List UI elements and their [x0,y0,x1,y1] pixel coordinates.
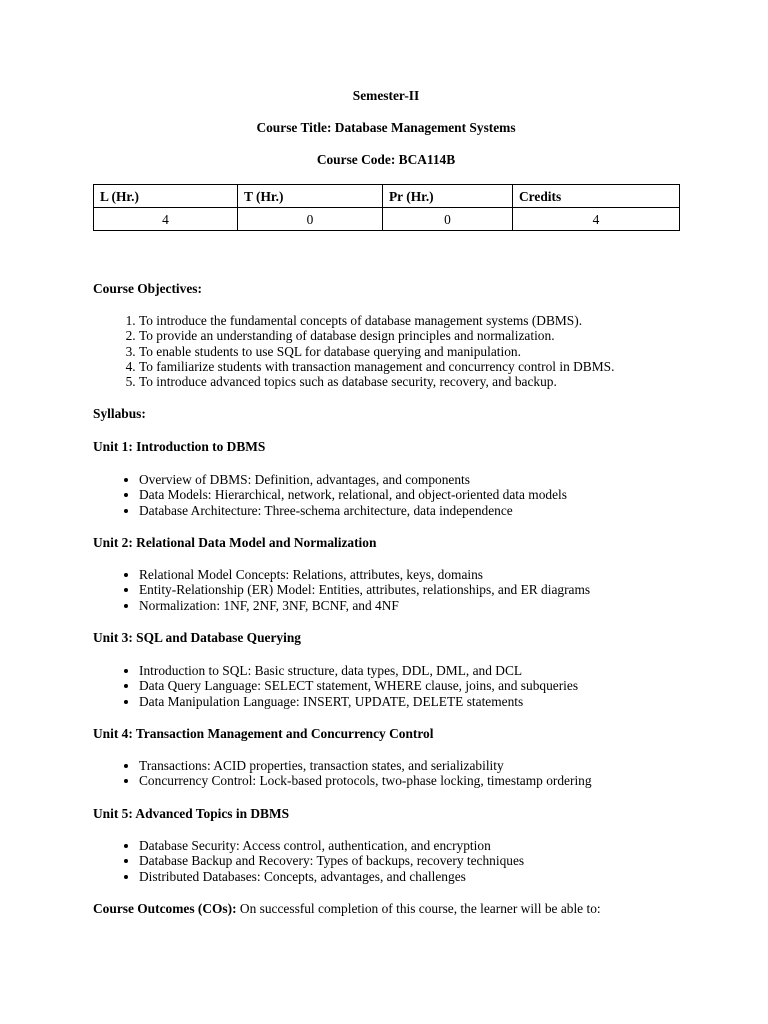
list-item: • Overview of DBMS: Definition, advantages, and components [139,472,567,487]
table-header-tutorial-hours: T (Hr.) [238,185,383,208]
list-item: • Introduction to SQL: Basic structure, data types, DDL, DML, and DCL [139,663,578,678]
list-item: • Database Architecture: Three-schema architecture, data independence [139,503,567,518]
unit-2-list [93,567,590,613]
objectives-list [93,313,614,389]
table-header-lecture-hours: L (Hr.) [94,185,238,208]
list-item: • Entity-Relationship (ER) Model: Entities, attributes, relationships, and ER diagrams [139,582,590,597]
table-header-practical-hours: Pr (Hr.) [383,185,513,208]
list-item: 4. To familiarize students with transaction management and concurrency control in DBMS. [139,359,614,374]
course-outcomes-label: Course Outcomes (COs): [93,901,237,916]
list-item: • Data Models: Hierarchical, network, relational, and object-oriented data models [139,487,567,502]
unit-5-list [93,838,524,884]
credits-table-header-row [94,185,680,208]
list-item: 1. To introduce the fundamental concepts of database management systems (DBMS). [139,313,614,328]
course-outcomes-text: On successful completion of this course, the learner will be able to: [236,901,601,916]
list-item: • Normalization: 1NF, 2NF, 3NF, BCNF, and 4NF [139,598,590,613]
table-cell-practical-hours: 0 [383,208,513,231]
list-item: • Transactions: ACID properties, transaction states, and serializability [139,758,592,773]
course-title: Course Title: Database Management Systems [256,120,516,135]
list-item: 5. To introduce advanced topics such as database security, recovery, and backup. [139,374,614,389]
list-item: • Relational Model Concepts: Relations, attributes, keys, domains [139,567,590,582]
credits-table-value-row [94,208,680,231]
unit-3-title: Unit 3: SQL and Database Querying [93,630,301,645]
list-item: • Concurrency Control: Lock-based protocols, two-phase locking, timestamp ordering [139,773,592,788]
list-item: • Distributed Databases: Concepts, advantages, and challenges [139,869,524,884]
unit-1-list [93,472,567,518]
semester-heading: Semester-II [352,88,420,103]
syllabus-heading: Syllabus: [93,406,146,421]
table-cell-tutorial-hours: 0 [238,208,383,231]
table-cell-lecture-hours: 4 [94,208,238,231]
list-item: 3. To enable students to use SQL for database querying and manipulation. [139,344,614,359]
unit-2-title: Unit 2: Relational Data Model and Normalization [93,535,377,550]
list-item: • Data Manipulation Language: INSERT, UPDATE, DELETE statements [139,694,578,709]
course-outcomes-intro [93,901,601,917]
unit-5-title: Unit 5: Advanced Topics in DBMS [93,806,290,821]
unit-4-list [93,758,592,789]
credits-table [93,184,680,231]
unit-4-title: Unit 4: Transaction Management and Concurrency Control [93,726,434,741]
list-item: • Data Query Language: SELECT statement, WHERE clause, joins, and subqueries [139,678,578,693]
list-item: 2. To provide an understanding of database design principles and normalization. [139,328,614,343]
unit-3-list [93,663,578,709]
course-code: Course Code: BCA114B [316,152,456,167]
table-header-credits: Credits [513,185,680,208]
unit-1-title: Unit 1: Introduction to DBMS [93,439,266,454]
objectives-heading: Course Objectives: [93,281,202,296]
list-item: • Database Backup and Recovery: Types of backups, recovery techniques [139,853,524,868]
table-cell-credits: 4 [513,208,680,231]
list-item: • Database Security: Access control, authentication, and encryption [139,838,524,853]
